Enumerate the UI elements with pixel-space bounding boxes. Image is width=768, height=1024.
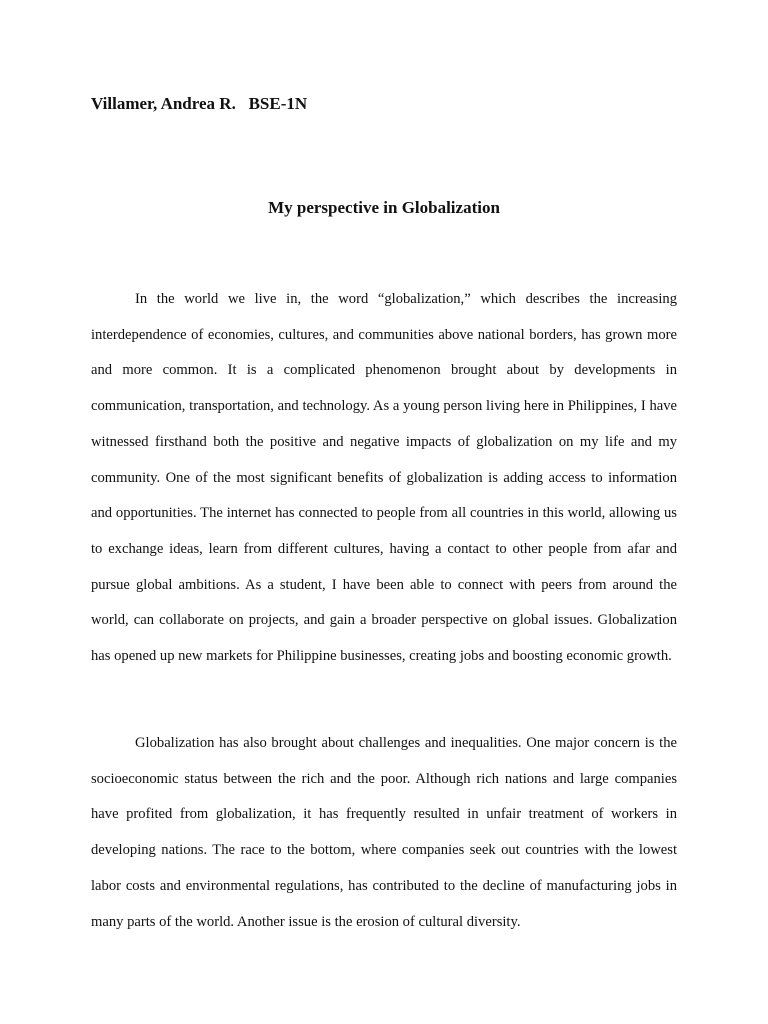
author-line: Villamer, Andrea R. BSE-1N — [91, 94, 308, 113]
body-paragraph-1: In the world we live in, the word “globalization,” which describes the increasing interdependence of economies, cultures, and communities above national borders, has grown more and more common. It is a complicated phenomenon brought about by developments in communication, transportation, and technology. As a young person living here in Philippines, I have witnessed firsthand both the positive and negative impacts of globalization on my life and my community. One of the most significant benefits of globalization is adding access to information and opportunities. The internet has connected to people from all countries in this world, allowing us to exchange ideas, learn from different cultures, having a contact to other people from afar and pursue global ambitions. As a student, I have been able to connect with peers from around the world, can collaborate on projects, and gain a broader perspective on global issues. Globalization has opened up new markets for Philippine businesses, creating jobs and boosting economic growth. — [91, 291, 677, 665]
document-title: My perspective in Globalization — [268, 198, 500, 217]
body-paragraph-2: Globalization has also brought about challenges and inequalities. One major concern is the socioeconomic status between the rich and the poor. Although rich nations and large companies have profited from globalization, it has frequently resulted in unfair treatment of workers in developing nations. The race to the bottom, where companies seek out countries with the lowest labor costs and environmental regulations, has contributed to the decline of manufacturing jobs in many parts of the world. Another issue is the erosion of cultural diversity. — [91, 735, 677, 930]
